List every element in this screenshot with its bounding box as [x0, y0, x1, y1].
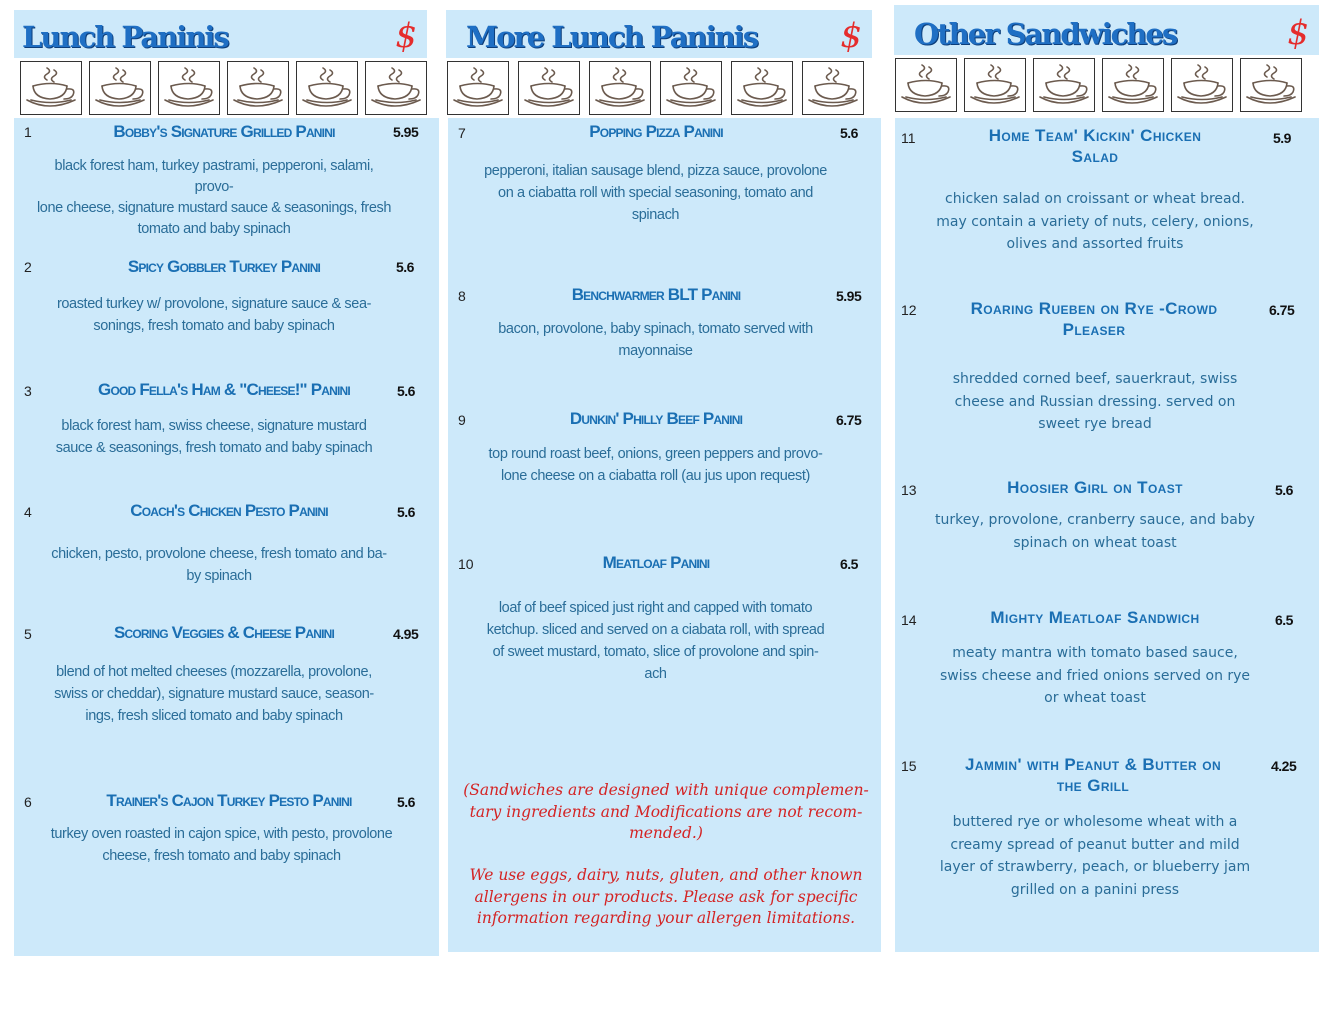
item-price: 5.6: [396, 259, 414, 275]
coffee-cup-icon: [1033, 58, 1095, 112]
item-name: Mighty Meatloaf Sandwich: [990, 608, 1200, 627]
item-price: 5.95: [836, 288, 862, 304]
price-dollar-icon: $: [840, 16, 862, 56]
item-name: Dunkin' Philly Beef Panini: [569, 409, 743, 428]
item-name: Spicy Gobbler Turkey Panini: [127, 257, 321, 276]
item-number: 3: [24, 383, 32, 399]
item-name: Popping Pizza Panini: [589, 122, 723, 141]
column-2-body: [448, 118, 881, 952]
cup-row-2: [447, 61, 864, 115]
price-dollar-icon: $: [395, 16, 417, 56]
item-price: 6.75: [836, 412, 862, 428]
item-name: Trainer's Cajon Turkey Pesto Panini: [106, 791, 352, 810]
column-1-header: [14, 10, 427, 58]
item-description: buttered rye or wholesome wheat with a creamy spread of peanut butter and mild layer of strawberry, peach, or blueberry jam grilled on a panini press: [939, 814, 1251, 898]
item-price: 6.5: [840, 556, 858, 572]
item-description: chicken, pesto, provolone cheese, fresh tomato and ba- by spinach: [51, 546, 387, 584]
item-number: 6: [24, 794, 32, 810]
item-description: black forest ham, swiss cheese, signature mustard sauce & seasonings, fresh tomato and baby spinach: [55, 418, 373, 456]
item-number: 8: [458, 288, 466, 304]
coffee-cup-icon: [158, 61, 220, 115]
item-price: 6.5: [1275, 612, 1293, 628]
column-1-body: [14, 118, 439, 956]
item-name: Coach's Chicken Pesto Panini: [130, 501, 328, 520]
column-2-header: [446, 10, 872, 58]
coffee-cup-icon: [731, 61, 793, 115]
item-description: bacon, provolone, baby spinach, tomato served with mayonnaise: [498, 321, 813, 359]
coffee-cup-icon: [895, 58, 957, 112]
item-description: blend of hot melted cheeses (mozzarella, provolone, swiss or cheddar), signature mustard sauce, season- ings, fresh sliced tomato and baby spinach: [54, 664, 374, 724]
coffee-cup-icon: [20, 61, 82, 115]
item-description: loaf of beef spiced just right and capped with tomato ketchup. sliced and served on a ciabata roll, with spread of sweet mustard, tomato, slice of provolone and spin- ach: [486, 600, 825, 682]
item-number: 14: [901, 612, 917, 628]
price-dollar-icon: $: [1287, 13, 1309, 53]
item-number: 7: [458, 125, 466, 141]
item-name: Jammin' with Peanut & Butter on the Grill: [964, 755, 1222, 795]
coffee-cup-icon: [518, 61, 580, 115]
item-name: Hoosier Girl on Toast: [1007, 478, 1183, 497]
item-name: Good Fella's Ham & "Cheese!" Panini: [98, 380, 350, 399]
item-number: 12: [901, 302, 917, 318]
item-price: 6.75: [1269, 302, 1295, 318]
item-number: 15: [901, 758, 917, 774]
coffee-cup-icon: [227, 61, 289, 115]
item-number: 1: [24, 124, 32, 140]
coffee-cup-icon: [802, 61, 864, 115]
item-name: Meatloaf Panini: [602, 553, 710, 572]
coffee-cup-icon: [589, 61, 651, 115]
coffee-cup-icon: [365, 61, 427, 115]
allergen-note: We use eggs, dairy, nuts, gluten, and other known allergens in our products. Please ask for specific information regarding your allergen limitations.: [469, 866, 863, 927]
item-price: 5.6: [840, 125, 858, 141]
coffee-cup-icon: [296, 61, 358, 115]
coffee-cup-icon: [1171, 58, 1233, 112]
column-3-body: [895, 118, 1319, 952]
item-number: 10: [458, 556, 474, 572]
item-description: roasted turkey w/ provolone, signature sauce & sea- sonings, fresh tomato and baby spinach: [56, 296, 372, 334]
item-description: shredded corned beef, sauerkraut, swiss cheese and Russian dressing. served on sweet rye bread: [952, 371, 1238, 432]
modification-note: (Sandwiches are designed with unique complemen- tary ingredients and Modifications are not recom- mended.): [463, 781, 869, 842]
item-description: turkey, provolone, cranberry sauce, and baby spinach on wheat toast: [935, 512, 1255, 551]
item-number: 13: [901, 482, 917, 498]
column-3-title: Other Sandwiches: [914, 17, 1177, 51]
column-1-title: Lunch Paninis: [22, 20, 228, 54]
coffee-cup-icon: [1240, 58, 1302, 112]
item-price: 5.6: [1275, 482, 1293, 498]
item-price: 4.25: [1271, 758, 1297, 774]
column-2-title: More Lunch Paninis: [466, 20, 758, 54]
coffee-cup-icon: [660, 61, 722, 115]
column-3-header: [894, 5, 1319, 55]
item-name: Benchwarmer BLT Panini: [571, 285, 741, 304]
item-number: 4: [24, 504, 32, 520]
coffee-cup-icon: [447, 61, 509, 115]
item-description: chicken salad on croissant or wheat bread. may contain a variety of nuts, celery, onions, olives and assorted fruits: [936, 191, 1254, 252]
item-number: 11: [901, 130, 916, 146]
item-description: top round roast beef, onions, green peppers and provo- lone cheese on a ciabatta roll (au jus upon request): [488, 446, 823, 484]
item-number: 2: [24, 259, 32, 275]
coffee-cup-icon: [1102, 58, 1164, 112]
item-price: 4.95: [393, 626, 419, 642]
item-price: 5.95: [393, 124, 419, 140]
item-name: Roaring Rueben on Rye -Crowd Pleaser: [970, 299, 1218, 339]
item-price: 5.6: [397, 794, 415, 810]
cup-row-1: [20, 61, 427, 115]
item-price: 5.6: [397, 504, 415, 520]
item-price: 5.6: [397, 383, 415, 399]
item-number: 5: [24, 626, 32, 642]
cup-row-3: [895, 58, 1302, 112]
item-description: turkey oven roasted in cajon spice, with pesto, provolone cheese, fresh tomato and baby spinach: [50, 826, 393, 864]
coffee-cup-icon: [964, 58, 1026, 112]
item-name: Home Team' Kickin' Chicken Salad: [988, 126, 1202, 166]
item-name: Scoring Veggies & Cheese Panini: [113, 623, 335, 642]
item-description: black forest ham, turkey pastrami, pepperoni, salami, provo- lone cheese, signature mustard sauce & seasonings, fresh tomato and baby spinach: [36, 158, 391, 237]
item-price: 5.9: [1273, 130, 1291, 146]
item-description: meaty mantra with tomato based sauce, swiss cheese and fried onions served on rye or wheat toast: [939, 645, 1251, 706]
item-name: Bobby's Signature Grilled Panini: [113, 122, 335, 141]
item-description: pepperoni, italian sausage blend, pizza sauce, provolone on a ciabatta roll with special seasoning, tomato and spinach: [484, 163, 827, 223]
coffee-cup-icon: [89, 61, 151, 115]
item-number: 9: [458, 412, 466, 428]
